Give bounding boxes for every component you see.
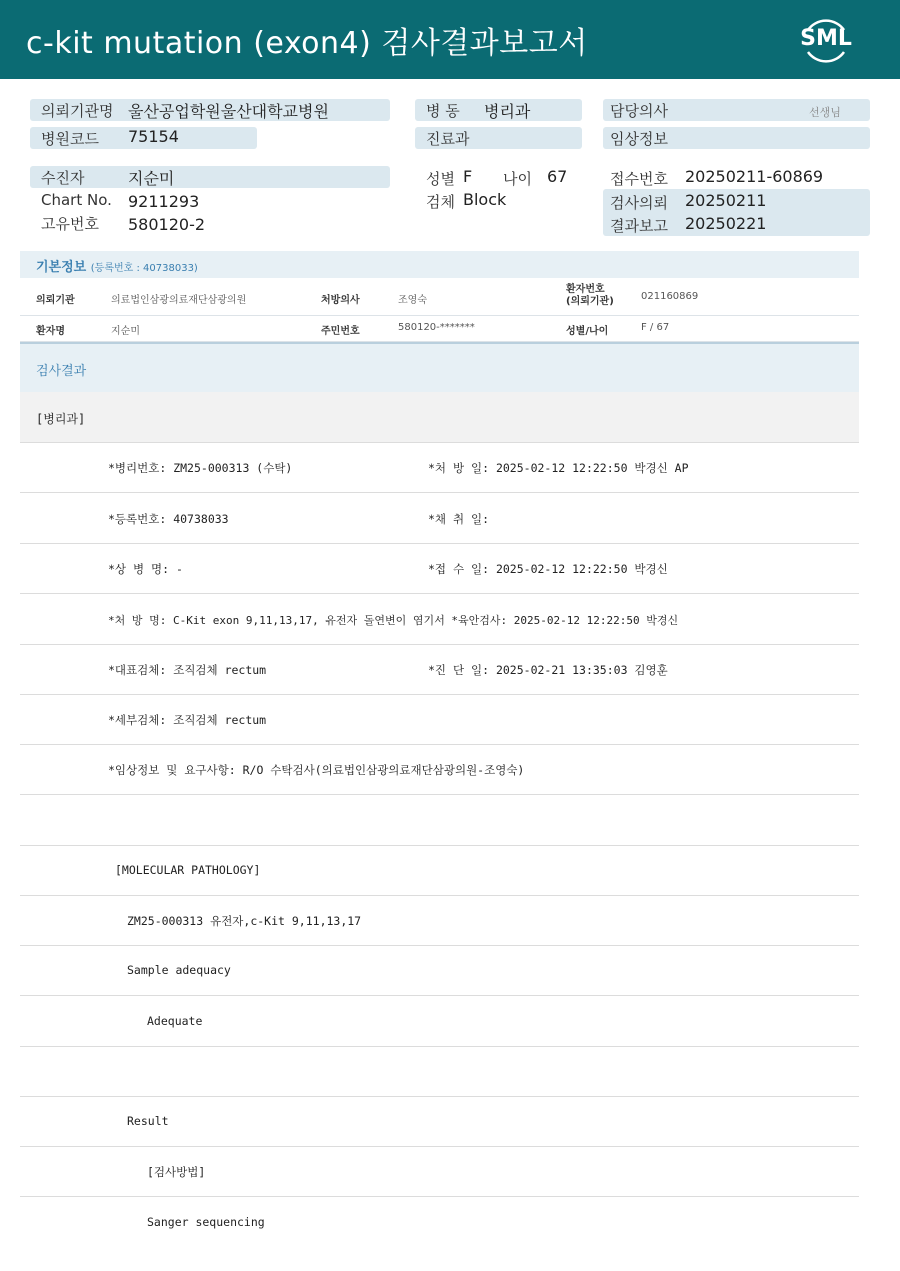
result-left: *상 병 명: -: [108, 562, 183, 576]
sample-adequacy-label: Sample adequacy: [127, 963, 231, 977]
case-line: ZM25-000313 유전자,c-Kit 9,11,13,17: [127, 914, 362, 928]
sample-adequacy-value: Adequate: [147, 1014, 203, 1028]
report-header: [0, 0, 900, 79]
result-row: [20, 544, 859, 594]
result-left: *임상정보 및 요구사항: R/O 수탁검사(의료법인삼광의료재단삼광의원-조영숙): [108, 763, 525, 777]
result-row: [20, 846, 859, 896]
report-title: c-kit mutation (exon4) 검사결과보고서: [26, 26, 588, 61]
request-date-label: 검사의뢰: [610, 194, 668, 212]
basic-value: 580120-*******: [398, 322, 475, 333]
basic-value: 조영숙: [398, 295, 427, 306]
chart-no-value: 9211293: [128, 192, 200, 211]
result-row: [20, 695, 859, 745]
receipt-no-value: 20250211-60869: [685, 167, 824, 186]
basic-info-title: [36, 256, 198, 275]
dept-band: [20, 392, 859, 443]
basic-info-row-1: [20, 278, 859, 316]
specimen-label: 검체: [426, 193, 455, 211]
result-row: [20, 1198, 859, 1248]
method-label: [검사방법]: [147, 1165, 206, 1179]
method-value: Sanger sequencing: [147, 1215, 265, 1229]
result-row: [20, 443, 859, 493]
unique-no-value: 580120-2: [128, 215, 206, 234]
basic-info-row-2: [20, 316, 859, 342]
basic-key: 처방의사: [321, 295, 360, 306]
doctor-suffix: 선생님: [809, 106, 841, 119]
result-label: Result: [127, 1114, 169, 1128]
hospital-code-label: 병원코드: [41, 130, 99, 148]
result-row: [20, 595, 859, 645]
basic-key: 성별/나이: [566, 326, 609, 337]
result-row: [20, 946, 859, 996]
sml-logo: [798, 12, 854, 68]
basic-key: 주민번호: [321, 326, 360, 337]
basic-value: 의료법인삼광의료재단삼광의원: [111, 295, 247, 306]
basic-info-reg: (등록번호 : 40738033): [90, 263, 198, 274]
blank-row: [20, 796, 859, 846]
chart-no-label: Chart No.: [41, 191, 112, 209]
result-row: [20, 896, 859, 946]
sex-value: F: [463, 167, 473, 186]
patient-name-label: 수진자: [41, 169, 85, 187]
result-left: *대표검체: 조직검체 rectum: [108, 663, 267, 677]
result-row: [20, 745, 859, 795]
report-date-value: 20250221: [685, 214, 767, 233]
result-row: [20, 645, 859, 695]
unique-no-label: 고유번호: [41, 215, 99, 233]
patient-name-value: 지순미: [128, 169, 175, 188]
result-left: *처 방 명: C-Kit exon 9,11,13,17, 유전자 돌연변이 염기서 *육안검사: 2025-02-12 12:22:50 박경신: [108, 614, 679, 627]
result-right: *처 방 일: 2025-02-12 12:22:50 박경신 AP: [428, 461, 689, 475]
result-header: [20, 342, 859, 392]
result-left: *등록번호: 40738033: [108, 512, 229, 526]
result-right: *접 수 일: 2025-02-12 12:22:50 박경신: [428, 562, 668, 576]
receipt-no-label: 접수번호: [610, 170, 668, 188]
clinical-label: 임상정보: [610, 130, 668, 148]
result-row: [20, 494, 859, 544]
dept-label: 진료과: [426, 130, 470, 148]
sex-label: 성별: [426, 170, 455, 188]
basic-info-header: [20, 251, 859, 278]
result-title: 검사결과: [36, 364, 87, 379]
dept-name: [병리과]: [36, 412, 86, 426]
doctor-label: 담당의사: [610, 102, 668, 120]
result-row: [20, 997, 859, 1047]
specimen-value: Block: [463, 190, 507, 209]
age-label: 나이: [503, 170, 532, 188]
institution-label: 의뢰기관명: [41, 102, 114, 120]
basic-value: F / 67: [641, 322, 670, 333]
report-date-label: 결과보고: [610, 217, 668, 235]
blank-row: [20, 1047, 859, 1097]
basic-value: 지순미: [111, 326, 140, 337]
result-row: [20, 1097, 859, 1147]
institution-value: 울산공업학원울산대학교병원: [128, 102, 329, 121]
logo-text: SML: [800, 26, 852, 51]
result-right: *진 단 일: 2025-02-21 13:35:03 김영훈: [428, 663, 668, 677]
basic-key: 환자명: [36, 326, 65, 337]
result-row: [20, 1147, 859, 1197]
molecular-heading: [MOLECULAR PATHOLOGY]: [115, 863, 261, 877]
basic-value: 021160869: [641, 291, 699, 302]
result-left: *병리번호: ZM25-000313 (수탁): [108, 461, 293, 475]
result-right: *채 취 일:: [428, 512, 490, 526]
basic-info-title-text: 기본정보: [36, 260, 87, 275]
ward-value: 병리과: [484, 102, 531, 121]
request-date-value: 20250211: [685, 191, 767, 210]
result-left: *세부검체: 조직검체 rectum: [108, 713, 267, 727]
age-value: 67: [547, 167, 568, 186]
ward-label: 병 동: [426, 102, 460, 120]
hospital-code-value: 75154: [128, 127, 179, 146]
basic-key: 의뢰기관: [36, 295, 75, 306]
basic-key: 환자번호 (의뢰기관): [566, 284, 614, 307]
